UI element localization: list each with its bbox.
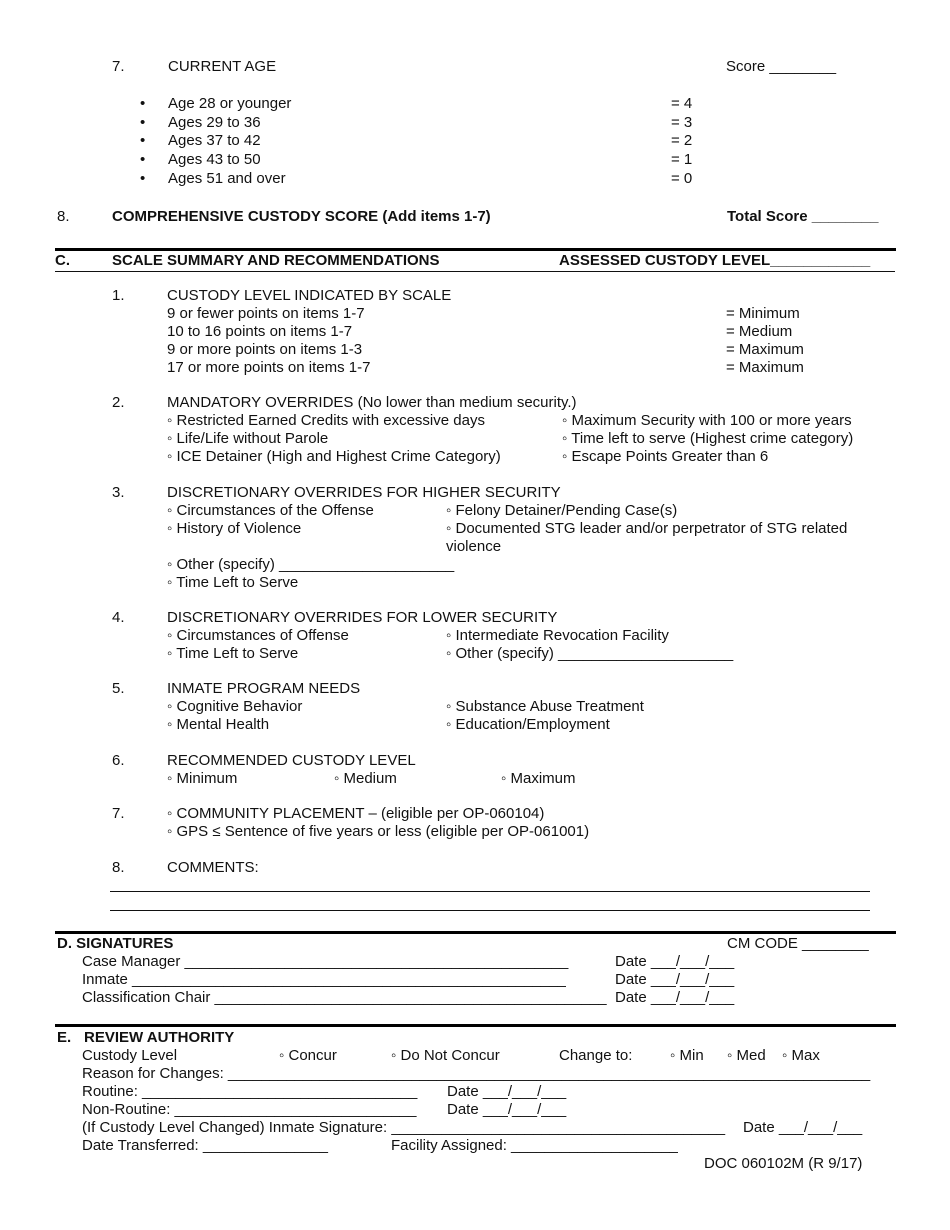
age-option-label: Ages 51 and over xyxy=(168,170,286,187)
override-option[interactable]: ◦ Restricted Earned Credits with excessive days xyxy=(167,412,485,429)
age-option-value: = 0 xyxy=(671,170,693,187)
comments-title: COMMENTS: xyxy=(167,859,259,876)
reason-for-changes-field[interactable]: Reason for Changes: _____________________________________________________________________________ xyxy=(82,1065,871,1082)
case-manager-signature[interactable]: Case Manager ______________________________________________ xyxy=(82,953,569,970)
age-option-label: Ages 43 to 50 xyxy=(168,151,261,168)
facility-assigned-field[interactable]: Facility Assigned: ____________________ xyxy=(391,1137,678,1154)
override-other-field[interactable]: ◦ Other (specify) _____________________ xyxy=(167,556,455,573)
override-option[interactable]: ◦ Life/Life without Parole xyxy=(167,430,329,447)
recommended-custody-title: RECOMMENDED CUSTODY LEVEL xyxy=(167,752,416,769)
scale-row-value: = Minimum xyxy=(726,305,800,322)
override-option[interactable]: ◦ Time Left to Serve xyxy=(167,645,299,662)
change-to-label: Change to: xyxy=(559,1047,633,1064)
item-number: 8. xyxy=(57,208,70,225)
scale-row-label: 17 or more points on items 1-7 xyxy=(167,359,371,376)
change-min-option[interactable]: ◦ Min xyxy=(670,1047,704,1064)
program-need-option[interactable]: ◦ Cognitive Behavior xyxy=(167,698,303,715)
program-needs-title: INMATE PROGRAM NEEDS xyxy=(167,680,361,697)
signature-date[interactable]: Date ___/___/___ xyxy=(615,989,735,1006)
override-option[interactable]: ◦ Felony Detainer/Pending Case(s) xyxy=(446,502,678,519)
override-option[interactable]: ◦ Documented STG leader and/or perpetrator of STG related xyxy=(446,520,848,537)
override-option[interactable]: ◦ Escape Points Greater than 6 xyxy=(562,448,769,465)
section-letter: E. xyxy=(57,1029,72,1046)
item-number: 1. xyxy=(112,287,125,304)
override-other-field[interactable]: ◦ Other (specify) _____________________ xyxy=(446,645,734,662)
score-field[interactable]: Score ________ xyxy=(726,58,837,75)
item-number: 8. xyxy=(112,859,125,876)
item-number: 2. xyxy=(112,394,125,411)
section-divider xyxy=(55,1024,896,1027)
community-placement-option[interactable]: ◦ COMMUNITY PLACEMENT – (eligible per OP-060104) xyxy=(167,805,545,822)
age-option-label: Ages 29 to 36 xyxy=(168,114,261,131)
age-option-value: = 4 xyxy=(671,95,693,112)
lower-security-title: DISCRETIONARY OVERRIDES FOR LOWER SECURITY xyxy=(167,609,558,626)
override-option[interactable]: ◦ Circumstances of Offense xyxy=(167,627,349,644)
override-option[interactable]: ◦ Time left to serve (Highest crime category) xyxy=(562,430,854,447)
section-divider xyxy=(55,248,896,251)
routine-field[interactable]: Routine: _________________________________ xyxy=(82,1083,418,1100)
age-option-value: = 1 xyxy=(671,151,693,168)
date-transferred-field[interactable]: Date Transferred: _______________ xyxy=(82,1137,329,1154)
non-routine-date[interactable]: Date ___/___/___ xyxy=(447,1101,567,1118)
age-option-label: Age 28 or younger xyxy=(168,95,292,112)
inmate-signature[interactable]: Inmate ____________________________________________________ xyxy=(82,971,566,988)
custody-level-label: Custody Level xyxy=(82,1047,178,1064)
current-age-title: CURRENT AGE xyxy=(168,58,277,75)
age-option-label: Ages 37 to 42 xyxy=(168,132,261,149)
gps-option[interactable]: ◦ GPS ≤ Sentence of five years or less (eligible per OP-061001) xyxy=(167,823,590,840)
higher-security-title: DISCRETIONARY OVERRIDES FOR HIGHER SECURITY xyxy=(167,484,561,501)
custody-option-medium[interactable]: ◦ Medium xyxy=(334,770,397,787)
override-option[interactable]: ◦ ICE Detainer (High and Highest Crime Category) xyxy=(167,448,501,465)
bullet: • xyxy=(140,132,146,149)
override-option[interactable]: ◦ Intermediate Revocation Facility xyxy=(446,627,669,644)
cm-code-field[interactable]: CM CODE ________ xyxy=(727,935,869,952)
age-option-value: = 3 xyxy=(671,114,693,131)
program-need-option[interactable]: ◦ Substance Abuse Treatment xyxy=(446,698,644,715)
item-number: 7. xyxy=(112,58,125,75)
signatures-title: D. SIGNATURES xyxy=(57,935,174,952)
non-routine-field[interactable]: Non-Routine: _____________________________ xyxy=(82,1101,417,1118)
item-number: 5. xyxy=(112,680,125,697)
custody-option-maximum[interactable]: ◦ Maximum xyxy=(501,770,576,787)
bullet: • xyxy=(140,170,146,187)
override-option[interactable]: ◦ History of Violence xyxy=(167,520,302,537)
inmate-change-signature[interactable]: (If Custody Level Changed) Inmate Signature: ________________________________________ xyxy=(82,1119,726,1136)
section-divider xyxy=(55,931,896,934)
scale-row-label: 10 to 16 points on items 1-7 xyxy=(167,323,353,340)
override-option[interactable]: ◦ Time Left to Serve xyxy=(167,574,299,591)
age-option-value: = 2 xyxy=(671,132,693,149)
change-med-option[interactable]: ◦ Med xyxy=(727,1047,766,1064)
scale-row-value: = Medium xyxy=(726,323,793,340)
mandatory-overrides-title: MANDATORY OVERRIDES (No lower than medium security.) xyxy=(167,394,577,411)
override-option-continued: violence xyxy=(446,538,502,555)
scale-row-label: 9 or fewer points on items 1-7 xyxy=(167,305,365,322)
form-id: DOC 060102M (R 9/17) xyxy=(704,1155,863,1172)
scale-row-label: 9 or more points on items 1-3 xyxy=(167,341,363,358)
section-header-underline xyxy=(55,271,895,272)
scale-row-value: = Maximum xyxy=(726,359,804,376)
classification-chair-signature[interactable]: Classification Chair _______________________________________________ xyxy=(82,989,607,1006)
comments-line[interactable] xyxy=(110,891,870,892)
comments-line[interactable] xyxy=(110,910,870,911)
inmate-change-date[interactable]: Date ___/___/___ xyxy=(743,1119,863,1136)
change-max-option[interactable]: ◦ Max xyxy=(782,1047,820,1064)
item-number: 4. xyxy=(112,609,125,626)
review-authority-title: REVIEW AUTHORITY xyxy=(84,1029,235,1046)
custody-scale-title: CUSTODY LEVEL INDICATED BY SCALE xyxy=(167,287,452,304)
signature-date[interactable]: Date ___/___/___ xyxy=(615,953,735,970)
item-number: 7. xyxy=(112,805,125,822)
bullet: • xyxy=(140,95,146,112)
item-number: 3. xyxy=(112,484,125,501)
comprehensive-score-title: COMPREHENSIVE CUSTODY SCORE (Add items 1-7) xyxy=(112,208,491,225)
program-need-option[interactable]: ◦ Mental Health xyxy=(167,716,270,733)
override-option[interactable]: ◦ Maximum Security with 100 or more years xyxy=(562,412,852,429)
section-c-title: SCALE SUMMARY AND RECOMMENDATIONS xyxy=(112,252,440,269)
do-not-concur-option[interactable]: ◦ Do Not Concur xyxy=(391,1047,500,1064)
custody-option-minimum[interactable]: ◦ Minimum xyxy=(167,770,238,787)
signature-date[interactable]: Date ___/___/___ xyxy=(615,971,735,988)
bullet: • xyxy=(140,151,146,168)
routine-date[interactable]: Date ___/___/___ xyxy=(447,1083,567,1100)
total-score-field[interactable]: Total Score ________ xyxy=(727,208,879,225)
scale-row-value: = Maximum xyxy=(726,341,804,358)
bullet: • xyxy=(140,114,146,131)
concur-option[interactable]: ◦ Concur xyxy=(279,1047,337,1064)
override-option[interactable]: ◦ Circumstances of the Offense xyxy=(167,502,374,519)
program-need-option[interactable]: ◦ Education/Employment xyxy=(446,716,610,733)
section-letter: C. xyxy=(55,252,70,269)
item-number: 6. xyxy=(112,752,125,769)
assessed-custody-level-field[interactable]: ASSESSED CUSTODY LEVEL____________ xyxy=(559,252,871,269)
